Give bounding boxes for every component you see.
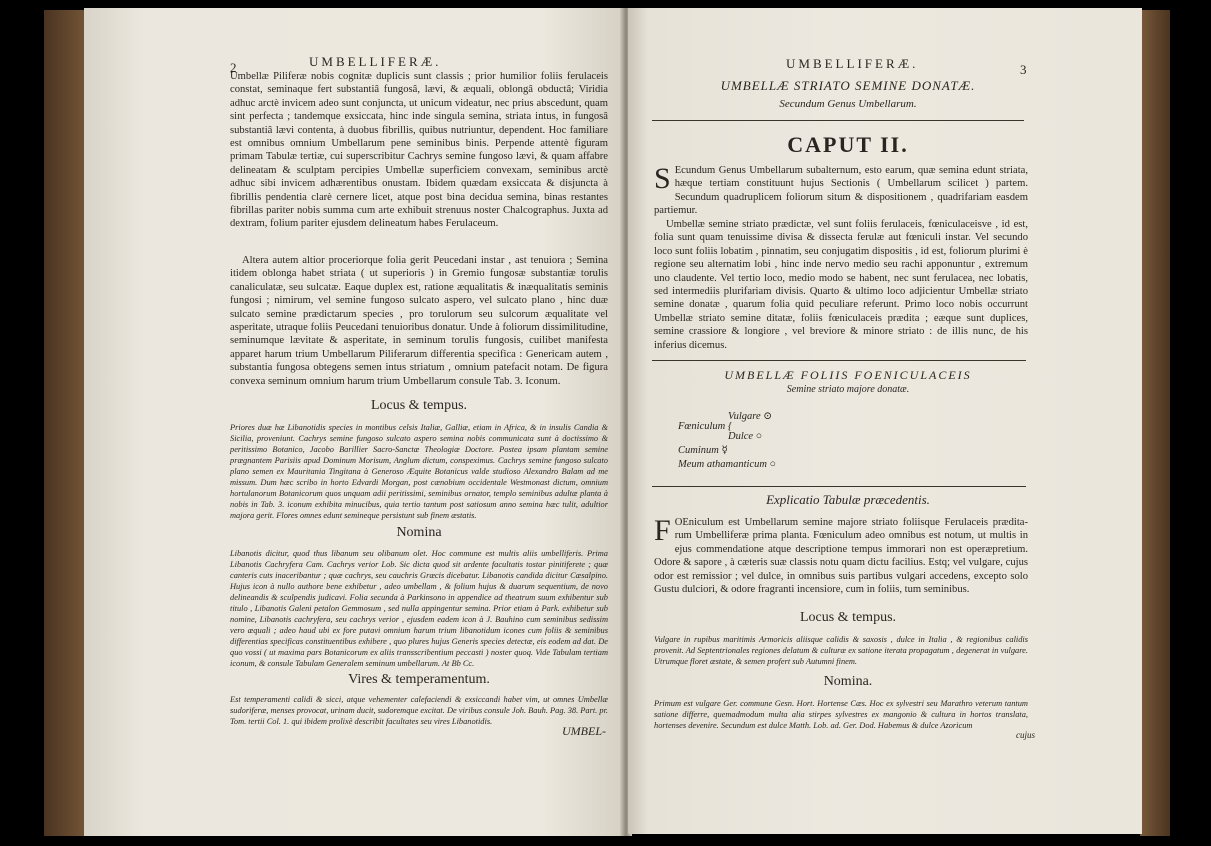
divider — [652, 486, 1026, 487]
genus-subtitle: Secundum Genus Umbellarum. — [779, 98, 917, 110]
paragraph: F OEniculum est Umbellarum semine majore striato foliisque Ferulaceis prædita-rum Umbelliferæ prima planta. Fœniculum adeo omnibus est notum, ut multis in ejus commendatione atque descriptione tempus immorari non est operæpretium. Odore & sapore , à cæteris suæ classis notu quam dictu facilius. Estq; vel vulgare, cujus odor est remissior ; vel dulce, in omnibus suis partibus vulgari accedens, excepto solo Gustu dulciori, & odore fragranti incensiore, cum in foliis, tum seminibus. — [654, 514, 1028, 596]
left-page — [84, 8, 624, 836]
section-text: Primum est vulgare Ger. commune Gesn. Hort. Hortense Cæs. Hoc ex sylvestri seu Marathro veterum tantum satione differre, quemadmodum multa alia stirpes sylvestres ex mangonio & cultura in hortos translata, hortenses devenire. Secundum est dulce Matth. Lob. ad. Ger. Dod. Habemus & dulce Azoricum — [654, 699, 1028, 730]
section-text: Priores duæ hæ Libanotidis species in montibus celsis Italiæ, Galliæ, etiam in Africa, & in insulis Candia & Sicilia, proveniunt. Cachrys semine fungoso sulcato aspero semina nobis communicata sunt à doctissimo & peritissimo Botanico, Jacobo Barillier Sacro-Sanctæ Theologiæ Doctore. Postea ipsam plantam semine prægnantem Parisiis apud Dominum Morisum, Anglum dictum, conspeximus. Cachrys semine fungoso sulcato plano semen ex Mauritania Tingitana à Generoso Æquite Botanicus valde studioso Alexandro Balam ad me missum. Dum hæc scribo in horto Edvardi Morgan, post cænobium occidentale Westmonast dictum, omnium hortulanorum Botanicorum quos unquam adii peritissimi, seminibus ornator, templo seminibus adultæ planta à nobis in Tab. 3. iconum exhibita minucibus, quia tertio tantum post satiosum anno semina hæc tulit, adultior majora gerit. Flores omnes edunt semineque persistunt sub finem æstatis. — [230, 423, 608, 520]
drop-cap: F — [654, 514, 671, 547]
subtitle: UMBELLÆ STRIATO SEMINE DONATÆ. — [720, 78, 976, 93]
species-list — [678, 410, 878, 474]
running-head: UMBELLIFERÆ. — [786, 56, 919, 71]
catchword: cujus — [1016, 730, 1035, 740]
section-title: Locus & tempus. — [799, 610, 897, 625]
catchword: UMBEL- — [562, 724, 606, 738]
box-subtitle: Semine striato majore donatæ. — [786, 384, 910, 395]
section-text: Est temperamenti calidi & sicci, atque vehementer calefaciendi & exsiccandi habet vim, ut omnes Umbellæ sudoriferæ, menses provocat, urinam ducit, sudoremque excitat. De viribus consule Joh. Bauh. Pag. 38. Part. pr. Tom. tertii Col. 1. qui ibidem prolixè describit facultates seu vires Libanotidis. — [230, 695, 608, 726]
paragraph: Umbellæ semine striato prædictæ, vel sunt foliis ferulaceis, fœniculaceisve , id est, folia sunt quam tenuissime divisa & dissecta ferulæ aut fœniculi instar. Vel secundo loco sunt foliis lobatim , pinnatim, seu conjugatim dispositis , id est, foliorum plurimi è regione seu alternatim lobi , hinc inde nervo medio seu rachi apponuntur , extremum uno claudente. Vel tertio loco, medio modo se habent, nec sunt ferulacea, nec lobatis, sed intermediis plurifariam divisis. Quarto & ultimo loco adjicientur Umbellæ striato semine donatæ , quarum folia quid peculiare referunt. Primo loco nobis occurrunt Umbellæ striato semine ditatæ, foliis fœniculaceis prædita ; eæque sunt duplices, semine crassiore & longiore , vel breviore & minore striato : de illis nunc, de his inferius dicemus. — [654, 219, 1028, 351]
list-item: Fœniculum { — [678, 421, 733, 432]
section-title: Nomina. — [823, 674, 873, 689]
paragraph: Altera autem altior proceriorque folia gerit Peucedani instar , ast tenuiora ; Semina itidem oblonga habet striata ( ut superioris ) in Gremio fungosæ substantiæ torulis canaliculatæ, seu sulcatæ. Eaque duplex est, ratione æqualitatis & inæqualitatis seminis fungosi ; nimirum, vel semine fungoso sulcato aspero, vel sulcato plano , hinc duæ sulcato semine prædictarum species , pro torulorum seu sulcorum æqualitate vel asperitate, utraque foliis Peucedani tenuioribus donatur. Unde à foliorum dissimilitudine, seminumque lævitate & asperitate, in seminum torulis fungosis, cuilibet manifesta apparet harum trium Umbellarum Piliferarum differentia specifica : Genericam autem , substantia fungosa obtegens semen intus striatum , omnium patefacit notam. De figura convexa seminum omnium harum trium Umbellarum consule Tab. 3. Iconum. — [230, 255, 608, 387]
section-title: Locus & tempus. — [370, 398, 468, 413]
box-title: UMBELLÆ FOLIIS FOENICULACEIS — [724, 368, 972, 382]
divider — [652, 360, 1026, 361]
paragraph: S Ecundum Genus Umbellarum subalternum, esto earum, quæ semina edunt striata, hæque tertiam constituunt hujus Sectionis ( Umbellarum scilicet ) partem. Secundum quadruplicem foliorum situm & dispositionem , quadrifariam easdem partiemur. — [654, 162, 1028, 217]
section-text: Vulgare in rupibus maritimis Armoricis aliisque calidis & saxosis , dulce in Italia , & regionibus calidis provenit. Ad Septentrionales regiones delatum & culturæ ex satione iterata propagatum , degenerat in vulgare. Utrumque floret æstate, & semen profert sub Autumni finem. — [654, 635, 1028, 666]
divider — [652, 120, 1024, 121]
list-item: Cuminum ☿ — [678, 445, 728, 456]
list-item: Dulce ○ — [728, 431, 763, 442]
page-number: 3 — [1020, 62, 1027, 77]
explicatio-title: Explicatio Tabulæ præcedentis. — [766, 492, 930, 507]
paragraph: Umbellæ Piliferæ nobis cognitæ duplicis sunt classis ; prior humilior foliis ferulaceis constat, seminaque fert substantiâ fungosâ, lævi, & æquali, oblongâ obductâ; Viridia adhuc arctè invicem adeo sunt conjuncta, ut unicum videatur, nec prius abscedunt, quam sint perfecta ; tandemque exsiccata, hinc inde singula semina, striata intus, in fungosâ substantiâ lævi contenta, à duobus fibrillis, quibus nutriuntur, dependent. Hoc familiare est omnibus omnium Umbellarum pene seminibus binis. Perpende attentè figuram primam Tabulæ tertiæ, cui superscribitur Cachrys semine fungoso lævi, & quam affabre delineatam & sculptam percipies Umbellæ superficiem convexam, seminibus arctè adhuc sibi invicem adhærentibus onustam. Ibidem quædam exsiccata & disjuncta à fibrillis pendentia clarè cernere licet, atque post bina decidua semina, binas restantes fibrillas pariter nobis summa cum arte exhibuit strenuus noster Chalcographus. Juxta ad dextram, folium pariter ejusdem delineatum habes Ferulaceum. — [230, 71, 608, 230]
section-title: Vires & temperamentum. — [348, 672, 490, 687]
list-item: Vulgare ⊙ — [728, 411, 773, 422]
list-item: Meum athamanticum ○ — [678, 459, 776, 470]
book-cover-right — [1140, 10, 1170, 836]
page-number: 2 — [230, 60, 237, 75]
drop-cap: S — [654, 162, 671, 195]
chapter-heading: CAPUT II. — [787, 132, 909, 157]
right-page — [628, 8, 1142, 834]
section-title: Nomina — [396, 525, 442, 540]
running-head: UMBELLIFERÆ. — [309, 54, 442, 69]
section-text: Libanotis dicitur, quod thus libanum seu olibanum olet. Hoc commune est multis aliis umbelliferis. Prima Libanotis Cachryfera Cam. Cachrys verior Lob. Sic dicta quod sit ardente facultatis tostar pinitiferete ; quæ canteris cuts inaceribantur ; quæ cachrys, seu cauchris Græcis dicebatur. Libanotis candida dicitur Cæsalpino. Hujus icon à nullo authore bene exhibetur , adeo umbellam , & folium hujus & duarum sequentium, de novo delineandis & sculpendis judicavi. Folia secunda à Parkinsono in appendice ad theatrum suum exhibentur sub titulo , Libanotis Galeni petalon Gemmosum , sed nulla appingentur semina. Prior etiam à Park. exhibetur sub nomine, Libanotis cachryfera, seu cachrys verior , ejusdem eadem icon à J. Bauhino cum seminibus sedissim vero æquali ; adeo haud ubi ex fore putavi omnium harum trium libanotidum icones cum foliis & seminibus differentias specificas constituentibus exhibere , quo plures hujus Generis species detectæ, eis eodem ad dat. De quo vossi ( ut maxima pars Botanicorum ex aliis transscribentium peccasti ) noster quoq. Vide Tabulam tertiam iconum, & consule Tabulam Generalem seminum umbellarum. At Bb Cc. — [230, 549, 608, 668]
